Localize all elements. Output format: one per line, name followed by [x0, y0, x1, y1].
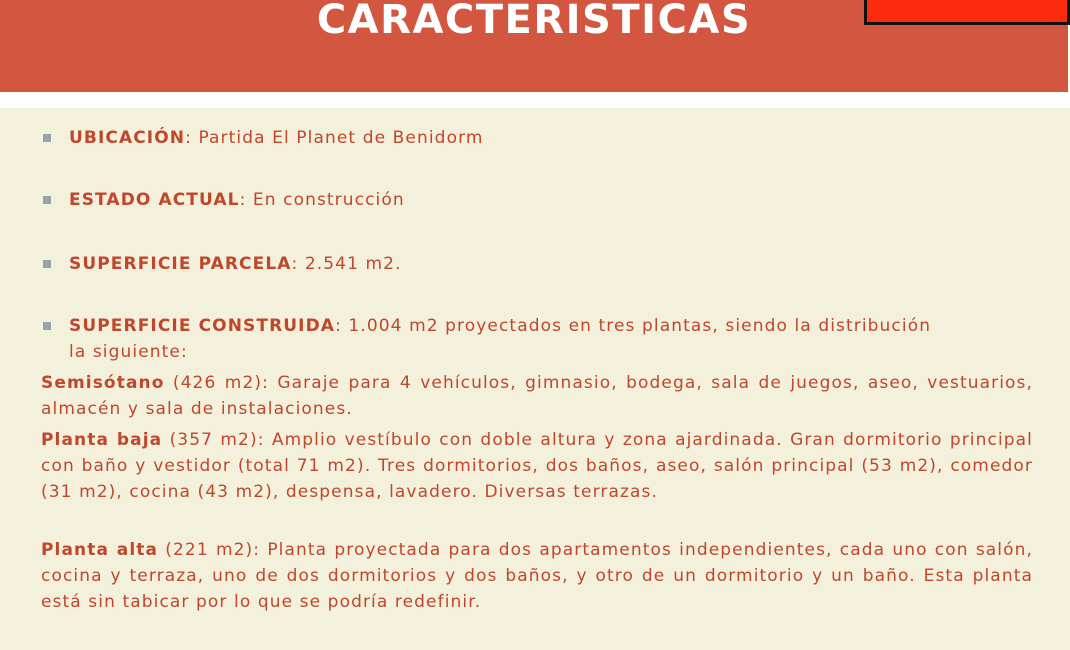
bullet-value: : 2.541 m2.	[291, 254, 402, 274]
paragraph-label: Semisótano	[41, 373, 165, 393]
paragraph-planta-alta	[41, 537, 1033, 615]
bullet-value: : Partida El Planet de Benidorm	[185, 128, 484, 148]
paragraph-text: (357 m2): Amplio vestíbulo con doble altura y zona ajardinada. Gran dormitorio principal con baño y vestidor (total 71 m2). Tres dormitorios, dos baños, aseo, salón principal (53 m2), comedor (31 m2), cocina (43 m2), despensa, lavadero. Diversas terrazas.	[41, 430, 1034, 502]
square-bullet-icon	[43, 260, 51, 268]
square-bullet-icon	[43, 322, 51, 330]
bullet-superficie-parcela	[43, 251, 402, 277]
square-bullet-icon	[43, 196, 51, 204]
bullet-estado-actual	[43, 187, 405, 213]
square-bullet-icon	[43, 134, 51, 142]
bullet-superficie-construida	[43, 313, 943, 365]
bullet-value: : En construcción	[239, 190, 405, 210]
bullet-label: SUPERFICIE PARCELA	[69, 254, 292, 274]
paragraph-planta-baja	[41, 427, 1033, 505]
bullet-value: : 1.004 m2 proyectados en tres plantas, siendo la distribución la siguiente:	[69, 316, 932, 362]
paragraph-label: Planta baja	[41, 430, 163, 450]
bullet-label: UBICACIÓN	[69, 128, 186, 148]
bullet-label: SUPERFICIE CONSTRUIDA	[69, 316, 336, 336]
accent-box	[864, 0, 1070, 25]
page-title: CARACTERISTICAS	[316, 0, 752, 43]
paragraph-label: Planta alta	[41, 540, 159, 560]
paragraph-text: (221 m2): Planta proyectada para dos apartamentos independientes, cada uno con salón, cocina y terraza, uno de dos dormitorios y dos baños, y otro de un dormitorio y un baño. Esta planta está sin tabicar por lo que se podría redefinir.	[41, 540, 1033, 612]
content-panel	[0, 108, 1070, 650]
paragraph-semisotano	[41, 370, 1033, 422]
bullet-label: ESTADO ACTUAL	[69, 190, 240, 210]
paragraph-text: (426 m2): Garaje para 4 vehículos, gimnasio, bodega, sala de juegos, aseo, vestuarios, almacén y sala de instalaciones.	[41, 373, 1033, 419]
bullet-ubicacion	[43, 125, 484, 151]
